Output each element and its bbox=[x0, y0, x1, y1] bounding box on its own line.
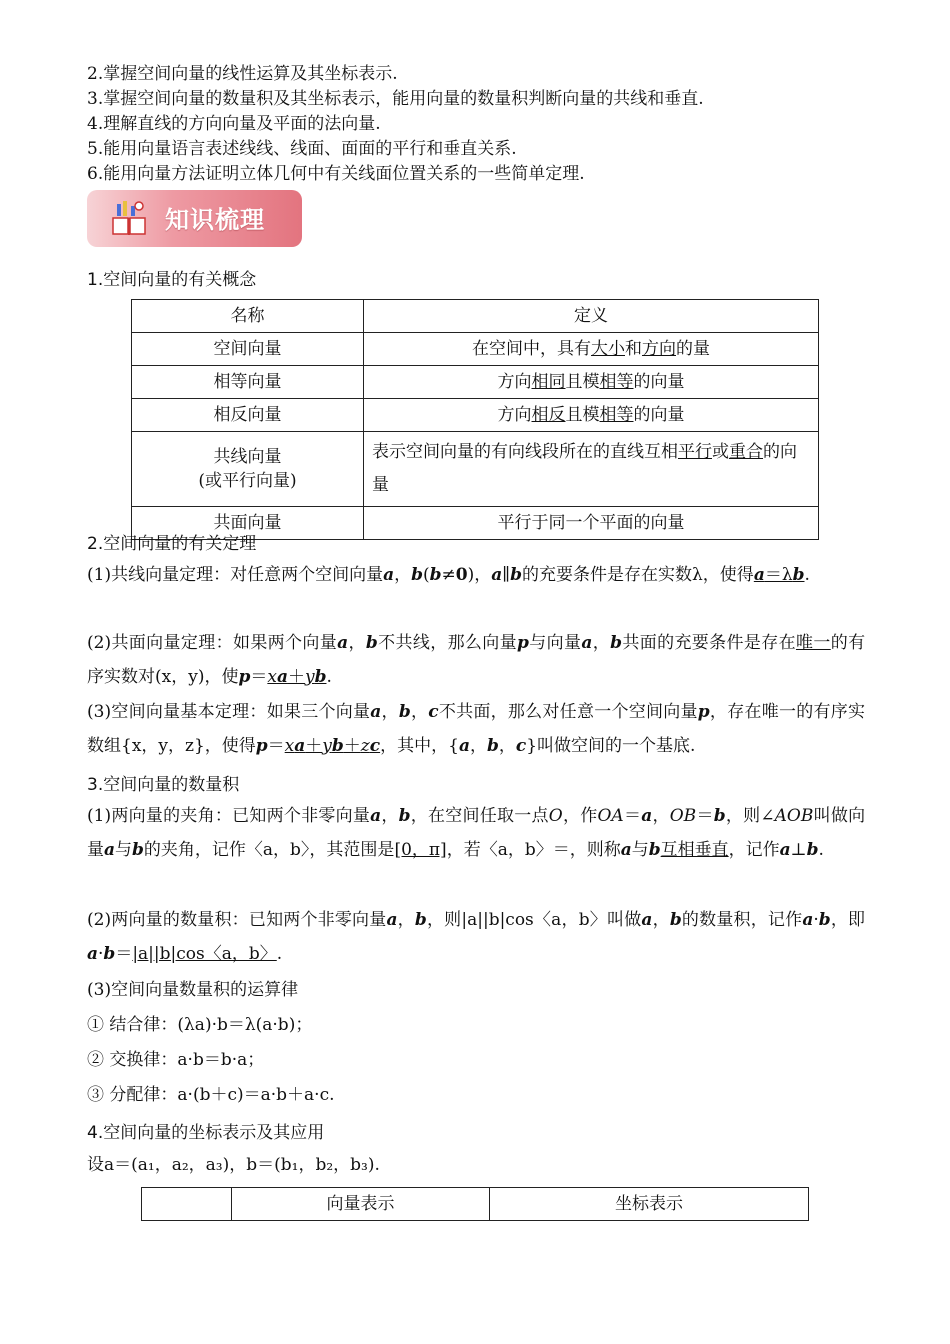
table-row bbox=[132, 333, 819, 366]
header-vector-form: 向量表示 bbox=[232, 1188, 490, 1221]
row-definition: 平行于同一个平面的向量 bbox=[364, 507, 819, 540]
basis-theorem: (3)空间向量基本定理：如果三个向量a，b，c不共面，那么对任意一个空间向量p，存在唯一的有序实数组{x，y，z}，使得p＝xa＋yb＋zc，其中，{a，b，c}叫做空间的一个基底. bbox=[87, 702, 866, 756]
objective-5: 5.能用向量语言表述线线、线面、面面的平行和垂直关系. bbox=[87, 139, 517, 159]
section1-title: 1.空间向量的有关概念 bbox=[87, 270, 257, 290]
concept-table bbox=[131, 299, 819, 540]
law-commutative: ② 交换律：a·b＝b·a； bbox=[87, 1050, 265, 1070]
row-definition: 方向相反且模相等的向量 bbox=[364, 399, 819, 432]
table-header-row bbox=[132, 300, 819, 333]
angle-definition: (1)两向量的夹角：已知两个非零向量a，b，在空间任取一点O，作OA＝a，OB＝b，则∠AOB叫做向量a与b的夹角，记作〈a，b〉，其范围是[0，π]，若〈a，b〉＝，则称a与b互相垂直，记作a⊥b. bbox=[87, 806, 866, 860]
objective-2: 2.掌握空间向量的线性运算及其坐标表示. bbox=[87, 64, 398, 84]
row-name: 空间向量 bbox=[132, 333, 364, 366]
header-definition: 定义 bbox=[364, 300, 819, 333]
header-blank bbox=[142, 1188, 232, 1221]
row-name: 相反向量 bbox=[132, 399, 364, 432]
section4-title: 4.空间向量的坐标表示及其应用 bbox=[87, 1123, 325, 1143]
objective-6: 6.能用向量方法证明立体几何中有关线面位置关系的一些简单定理. bbox=[87, 164, 585, 184]
law-associative: ① 结合律：(λa)·b＝λ(a·b)； bbox=[87, 1015, 313, 1035]
row-definition: 方向相同且模相等的向量 bbox=[364, 366, 819, 399]
table-header-row bbox=[142, 1188, 809, 1221]
section-badge bbox=[87, 190, 302, 247]
dot-product-definition: (2)两向量的数量积：已知两个非零向量a，b，则|a||b|cos〈a，b〉叫做a，b的数量积，记作a·b，即a·b＝|a||b|cos〈a，b〉. bbox=[87, 910, 866, 964]
row-name: 共线向量 (或平行向量) bbox=[132, 432, 364, 507]
objective-4: 4.理解直线的方向向量及平面的法向量. bbox=[87, 114, 381, 134]
coordinate-intro: 设a＝(a₁，a₂，a₃)，b＝(b₁，b₂，b₃). bbox=[87, 1155, 380, 1175]
row-name: 共面向量 bbox=[132, 507, 364, 540]
badge-label: 知识梳理 bbox=[165, 206, 265, 234]
operation-laws-title: (3)空间向量数量积的运算律 bbox=[87, 980, 299, 1000]
coplanar-theorem: (2)共面向量定理：如果两个向量a，b不共线，那么向量p与向量a，b共面的充要条件是存在唯一的有序实数对(x，y)，使p＝xa＋yb. bbox=[87, 633, 866, 687]
row-definition: 表示空间向量的有向线段所在的直线互相平行或重合的向量 bbox=[364, 432, 819, 507]
table-row bbox=[132, 366, 819, 399]
book-icon bbox=[109, 198, 149, 238]
row-name: 相等向量 bbox=[132, 366, 364, 399]
section3-title: 3.空间向量的数量积 bbox=[87, 775, 240, 795]
header-coordinate-form: 坐标表示 bbox=[490, 1188, 809, 1221]
collinear-theorem: (1)共线向量定理：对任意两个空间向量a，b(b≠0)，a∥b的充要条件是存在实数λ，使得a＝λb. bbox=[87, 565, 810, 585]
row-definition: 在空间中，具有大小和方向的量 bbox=[364, 333, 819, 366]
coordinate-table bbox=[141, 1187, 809, 1221]
law-distributive: ③ 分配律：a·(b＋c)＝a·b＋a·c. bbox=[87, 1085, 335, 1105]
table-row bbox=[132, 399, 819, 432]
header-name: 名称 bbox=[132, 300, 364, 333]
section2-title: 2.空间向量的有关定理 bbox=[87, 534, 257, 554]
objective-3: 3.掌握空间向量的数量积及其坐标表示，能用向量的数量积判断向量的共线和垂直. bbox=[87, 89, 704, 109]
table-row bbox=[132, 432, 819, 507]
